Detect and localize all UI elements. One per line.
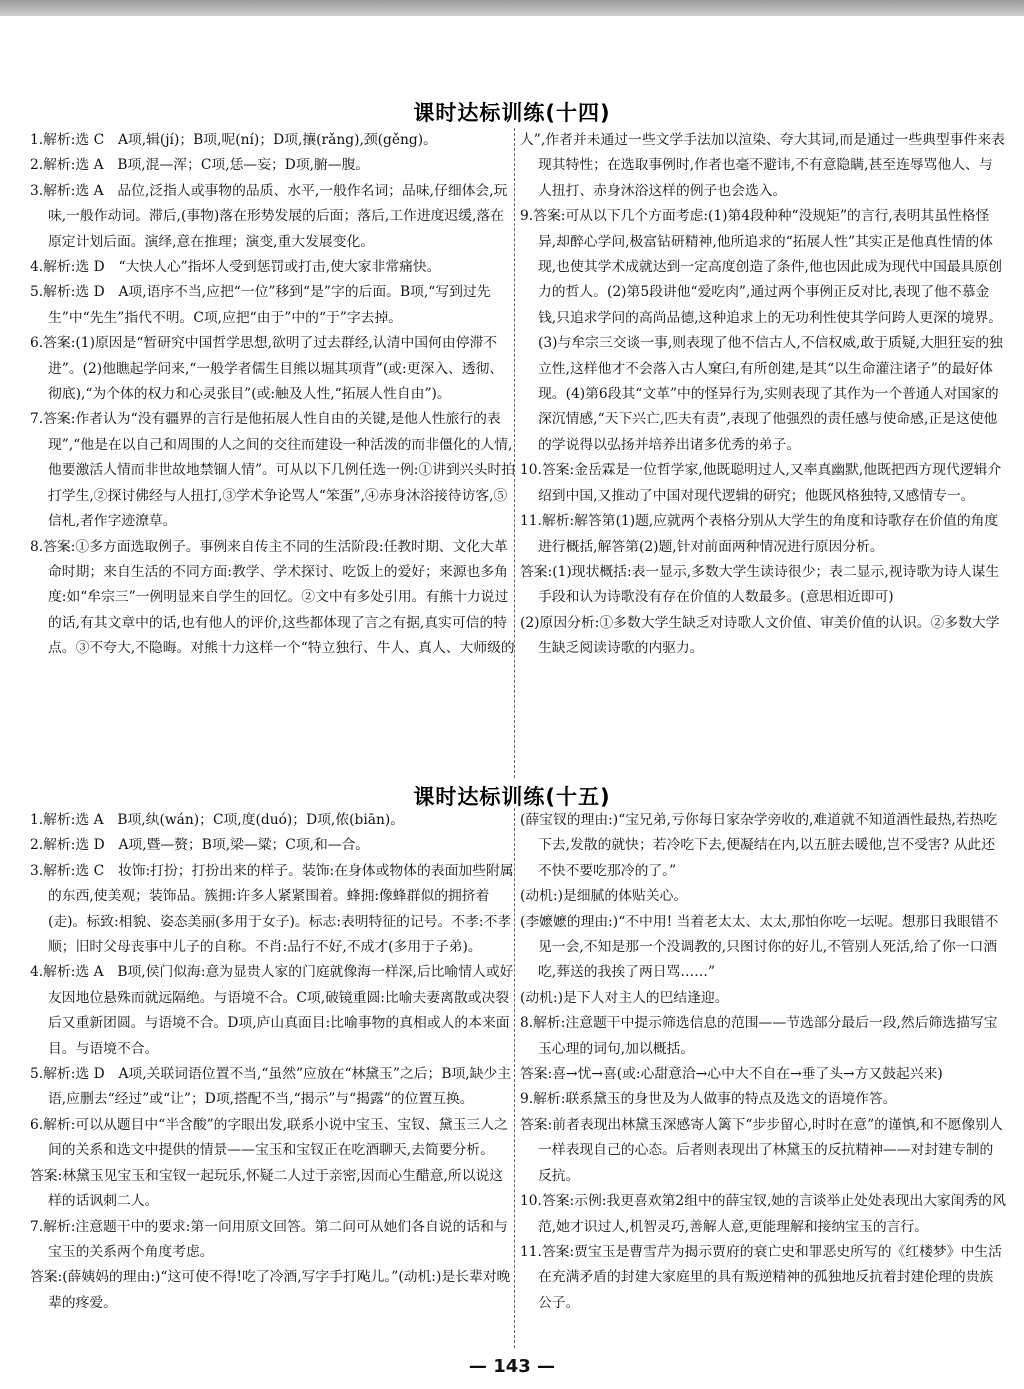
section-14-title: 课时达标训练(十四) bbox=[413, 101, 611, 125]
answer-paragraph: 2.解析:选 A B项,混—浑；C项,恁—妄；D项,腑—腹。 bbox=[30, 157, 370, 174]
scan-top-edge bbox=[0, 0, 1024, 16]
answer-paragraph: 答案:(薛姨妈的理由:)“这可使不得!吃了冷酒,写字手打飐儿。”(动机:)是长辈对晚辈的疼爱。 bbox=[30, 1269, 511, 1311]
answer-paragraph: 9.解析:联系黛玉的身世及为人做事的特点及选文的语境作答。 bbox=[520, 1091, 897, 1108]
answer-paragraph: 7.解析:注意题干中的要求:第一问用原文回答。第二问可从她们各自说的话和与宝玉的关系两个角度考虑。 bbox=[30, 1218, 508, 1260]
answer-paragraph: 1.解析:选 C A项,辑(jí)；B项,呢(ní)；D项,攘(rǎng),颈(gěng)。 bbox=[30, 132, 437, 148]
answer-paragraph: 5.解析:选 D A项,关联词语位置不当,“虽然”应放在“林黛玉”之后；B项,缺少主语,应删去“经过”或“让”；D项,搭配不当,“揭示”与“揭露”的位置互换。 bbox=[30, 1066, 512, 1108]
answer-paragraph: 1.解析:选 A B项,纨(wán)；C项,度(duó)；D项,侬(biān)。 bbox=[30, 812, 405, 828]
page-number: — 143 — bbox=[468, 1356, 556, 1377]
section-15-right-column bbox=[520, 808, 1006, 1316]
answer-paragraph: 6.解析:可以从题目中“半含酸”的字眼出发,联系小说中宝玉、宝钗、黛玉三人之间的关系和选文中提供的情景——宝玉和宝钗正在吃酒聊天,去简要分析。 bbox=[30, 1116, 508, 1159]
column-divider bbox=[514, 808, 515, 1348]
answer-paragraph: 8.解析:注意题干中提示筛选信息的范围——节选部分最后一段,然后筛选描写宝玉心理的词句,加以概括。 bbox=[520, 1015, 998, 1057]
section-14-left-column bbox=[30, 128, 516, 662]
answer-paragraph: 7.答案:作者认为“没有疆界的言行是他拓展人性自由的关键,是他人性旅行的表现”,“他是在以自己和周围的人之间的交往而建设一种活泼的而非僵化的人情,他要激活人情而非世故地禁锢人情”。可从以下几例任选一例:①讲到兴头时拍打学生,②探讨佛经与人扭打,③学术争论骂人“笨蛋”,④赤身沐浴接待访客,⑤信札,者作字迹潦草。 bbox=[30, 411, 515, 530]
answer-paragraph: (李嬷嬷的理由:)“不中用! 当着老太太、太太,那怕你吃一坛呢。想那日我眼错不见一会,不知是那一个没调教的,只图讨你的好儿,不管别人死活,给了你一口酒吃,葬送的我挨了两日骂……” bbox=[520, 913, 999, 981]
answer-paragraph: 11.答案:贾宝玉是曹雪芹为揭示贾府的衰亡史和罪恶史所写的《红楼梦》中生活在充满矛盾的封建大家庭里的具有叛逆精神的孤独地反抗着封建伦理的贵族公子。 bbox=[520, 1243, 1002, 1311]
section-14-right-column bbox=[520, 128, 1006, 662]
answer-paragraph: 11.解析:解答第(1)题,应就两个表格分别从大学生的角度和诗歌存在价值的角度进行概括,解答第(2)题,针对前面两种情况进行原因分析。 bbox=[520, 513, 999, 555]
answer-paragraph: 人”,作者并未通过一些文学手法加以渲染、夸大其词,而是通过一些典型事件来表现其特性；在选取事例时,作者也毫不避讳,不有意隐瞒,甚至连辱骂他人、与人扭打、赤身沐浴这样的例子也会选入。 bbox=[520, 132, 1005, 199]
page-number-value: 143 bbox=[493, 1356, 531, 1377]
answer-paragraph: 答案:(1)现状概括:表一显示,多数大学生读诗很少；表二显示,视诗歌为诗人谋生手段和认为诗歌没有存在价值的人数最多。(意思相近即可) bbox=[520, 563, 1000, 606]
answer-paragraph: 2.解析:选 D A项,暨—赘；B项,梁—粱；C项,和—合。 bbox=[30, 837, 370, 854]
answer-paragraph: (动机:)是下人对主人的巴结逢迎。 bbox=[520, 989, 729, 1006]
answer-paragraph: 4.解析:选 A B项,侯门似海:意为显贵人家的门庭就像海一样深,后比喻情人或好友因地位悬殊而就远隔绝。与语境不合。C项,破镜重圆:比喻夫妻离散或决裂后又重新团圆。与语境不合。D项,庐山真面目:比喻事物的真相或人的本来面目。与语境不合。 bbox=[30, 964, 514, 1057]
answer-paragraph: 3.解析:选 C 妆饰:打扮；打扮出来的样子。装饰:在身体或物体的表面加些附属的东西,使美观；装饰品。簇拥:许多人紧紧围着。蜂拥:像蜂群似的拥挤着(走)。标致:相貌、姿态美丽(多用于女子)。标志:表明特征的记号。不孝:不孝顺；旧时父母丧事中儿子的自称。不肖:品行不好,不成才(多用于子弟)。 bbox=[30, 862, 514, 956]
section-15-left-column bbox=[30, 808, 516, 1316]
answer-paragraph: 3.解析:选 A 品位,泛指人或事物的品质、水平,一般作名词；品味,仔细体会,玩味,一般作动词。滞后,(事物)落在形势发展的后面；落后,工作进度迟缓,落在原定计划后面。演绎,意在推理；演变,重大发展变化。 bbox=[30, 182, 508, 250]
answer-paragraph: 5.解析:选 D A项,语序不当,应把“一位”移到“是”字的后面。B项,“写到过先生”中“先生”指代不明。C项,应把“由于”中的“于”字去掉。 bbox=[30, 284, 491, 326]
answer-paragraph: 答案:前者表现出林黛玉深感寄人篱下“步步留心,时时在意”的谨慎,和不愿像别人一样表现自己的心态。后者则表现出了林黛玉的反抗精神——对封建专制的反抗。 bbox=[520, 1116, 1003, 1184]
answer-paragraph: 6.答案:(1)原因是“暂研究中国哲学思想,欲明了过去群经,认清中国何由停滞不进”。(2)他瞧起学问来,“一般学者儒生目熊以堀其项背”(或:更深入、透彻、彻底),“为个体的权力和心灵张目”(或:触及人性,“拓展人性自由”)。 bbox=[30, 335, 504, 403]
section-15-title: 课时达标训练(十五) bbox=[413, 785, 611, 809]
answer-paragraph: (动机:)是细腻的体贴关心。 bbox=[520, 888, 688, 905]
answer-paragraph: 10.答案:金岳霖是一位哲学家,他既聪明过人,又率真幽默,他既把西方现代逻辑介绍到中国,又推动了中国对现代逻辑的研究；他既风格独特,又感情专一。 bbox=[520, 462, 1002, 504]
answer-paragraph: 4.解析:选 D “大快人心”指坏人受到惩罚或打击,使大家非常痛快。 bbox=[30, 259, 441, 276]
column-divider bbox=[514, 128, 515, 778]
answer-paragraph: 8.答案:①多方面选取例子。事例来自传主不同的生活阶段:任教时期、文化大革命时期；来自生活的不同方面:教学、学术探讨、吃饭上的爱好；来源也多角度:如“牟宗三”一例明显来自学生的回忆。②文中有多处引用。有熊十力说过的话,有其文章中的话,也有他人的评价,这些都体现了言之有据,真实可信的特点。③不夸大,不隐晦。对熊十力这样一个“特立独行、牛人、真人、大师级的 bbox=[30, 538, 515, 657]
answer-paragraph: 9.答案:可从以下几个方面考虑:(1)第4段种种“没规矩”的言行,表明其虽性格怪异,却醉心学问,极富钻研精神,他所追求的“拓展人性”其实正是他真性情的体现,也使其学术成就达到一定高度创造了条件,他也因此成为现代中国最具原创力的哲人。(2)第5段讲他“爱吃肉”,通过两个事例正反对比,表现了他不慕金钱,只追求学问的高尚品德,这种追求上的无功利性使其学问跨人更深的境界。(3)与牟宗三交谈一事,则表现了他不信古人,不信权威,敢于质疑,大胆狂妄的独立性,这样他才不会落入古人窠臼,有所创建,是其“以生命灌注诸子”的最好体现。(4)第6段其“文革”中的怪异行为,实则表现了其作为一个普通人对国家的深沉情感,“天下兴亡,匹夫有责”,表现了他强烈的责任感与使命感,正是这使他的学说得以弘扬并培养出诸多优秀的弟子。 bbox=[520, 208, 1003, 453]
answer-paragraph: 答案:林黛玉见宝玉和宝钗一起玩乐,怀疑二人过于亲密,因而心生醋意,所以说这样的话讽刺二人。 bbox=[30, 1167, 504, 1210]
answer-paragraph: 答案:喜→忧→喜(或:心甜意洽→心中大不自在→垂了头→方又鼓起兴来) bbox=[520, 1066, 943, 1083]
answer-paragraph: (2)原因分析:①多数大学生缺乏对诗歌人文价值、审美价值的认识。②多数大学生缺乏阅读诗歌的内驱力。 bbox=[520, 614, 1000, 657]
answer-paragraph: (薛宝钗的理由:)“宝兄弟,亏你每日家杂学旁收的,难道就不知道酒性最热,若热吃下去,发散的就快；若冷吃下去,便凝结在内,以五脏去暖他,岂不受害? 从此还不快不要吃那冷的了。” bbox=[520, 812, 998, 879]
answer-paragraph: 10.答案:示例:我更喜欢第2组中的薛宝钗,她的言谈举止处处表现出大家闺秀的风范,她才识过人,机智灵巧,善解人意,更能理解和接纳宝玉的言行。 bbox=[520, 1193, 1006, 1235]
